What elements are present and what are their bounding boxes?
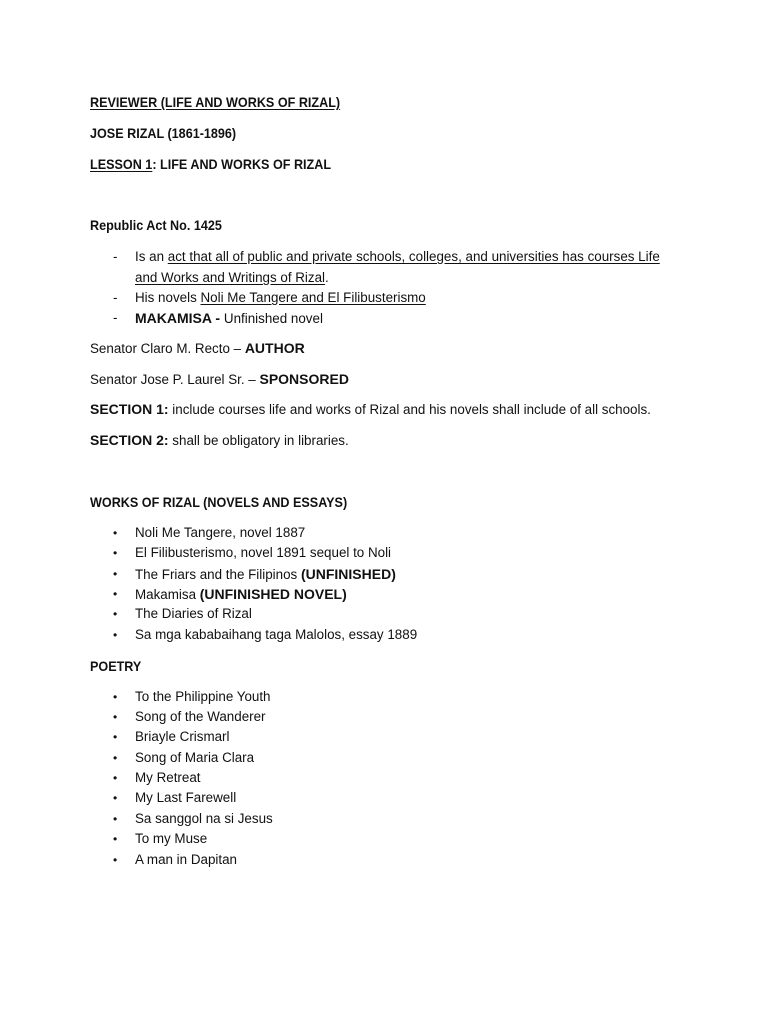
works-item-status: (UNFINISHED) [300, 566, 396, 582]
ra-item-3-bold: MAKAMISA - [135, 310, 224, 326]
works-item-text: Noli Me Tangere, novel 1887 [135, 525, 306, 540]
poetry-heading: POETRY [90, 658, 142, 674]
works-heading: WORKS OF RIZAL (NOVELS AND ESSAYS) [90, 494, 348, 510]
section-1-label: SECTION 1: [90, 401, 169, 417]
works-item [113, 585, 347, 604]
poetry-item [113, 749, 255, 767]
bullet-marker: • [113, 730, 118, 744]
ra-item-2-pre: His novels [135, 290, 201, 305]
poetry-item-text: Song of the Wanderer [135, 709, 266, 724]
bullet-marker: • [113, 710, 118, 724]
recto-name: Senator Claro M. Recto – [90, 341, 245, 356]
recto-role: AUTHOR [244, 340, 305, 356]
dash-marker: - [113, 310, 118, 325]
section-1-text: include courses life and works of Rizal and his novels shall include of all schools. [168, 402, 651, 417]
bullet-marker: • [113, 690, 118, 704]
section-2-label: SECTION 2: [90, 432, 169, 448]
bullet-marker: • [113, 853, 118, 867]
lesson-heading [90, 155, 331, 173]
laurel-name: Senator Jose P. Laurel Sr. – [90, 372, 260, 387]
bullet-marker: • [113, 791, 118, 805]
section-2-text: shall be obligatory in libraries. [168, 433, 349, 448]
poetry-item-text: Song of Maria Clara [135, 750, 255, 765]
poetry-item-text: To my Muse [135, 831, 208, 846]
republic-act-title: Republic Act No. 1425 [90, 217, 222, 233]
bullet-marker: • [113, 771, 118, 785]
poetry-item-text: My Retreat [135, 770, 201, 785]
works-item-text: Sa mga kababaihang taga Malolos, essay 1889 [135, 627, 418, 642]
ra-item-2 [113, 288, 426, 308]
works-item-status: (UNFINISHED NOVEL) [199, 586, 347, 602]
poetry-item-text: A man in Dapitan [135, 852, 237, 867]
ra-item-1-pre: Is an [135, 249, 168, 264]
bullet-marker: • [113, 587, 118, 601]
bullet-marker: • [113, 812, 118, 826]
ra-item-3-text: Unfinished novel [223, 311, 323, 326]
works-item-text: Makamisa [135, 587, 200, 602]
lesson-label: LESSON 1 [90, 156, 153, 172]
laurel-line [90, 370, 349, 389]
dash-marker: - [113, 249, 118, 264]
laurel-role: SPONSORED [259, 371, 349, 387]
works-item [113, 544, 392, 562]
works-item-text: The Friars and the Filipinos [135, 567, 301, 582]
bullet-marker: • [113, 607, 118, 621]
poetry-item [113, 728, 230, 746]
poetry-item-text: Sa sanggol na si Jesus [135, 811, 273, 826]
poetry-item [113, 688, 271, 706]
poetry-item [113, 810, 273, 828]
ra-item-1 [113, 247, 660, 267]
ra-item-3 [113, 308, 323, 329]
bullet-marker: • [113, 526, 118, 540]
works-item [113, 605, 252, 623]
works-item [113, 524, 306, 542]
ra-item-2-novels: Noli Me Tangere and El Filibusterismo [200, 290, 426, 305]
poetry-item-text: My Last Farewell [135, 790, 237, 805]
works-item-text: El Filibusterismo, novel 1891 sequel to Noli [135, 545, 392, 560]
poetry-item-text: To the Philippine Youth [135, 689, 271, 704]
bullet-marker: • [113, 567, 118, 581]
section-2 [90, 431, 349, 450]
bullet-marker: • [113, 546, 118, 560]
section-1 [90, 400, 651, 419]
works-item-text: The Diaries of Rizal [135, 606, 252, 621]
bullet-marker: • [113, 751, 118, 765]
poetry-item [113, 851, 237, 869]
works-item [113, 565, 396, 584]
poetry-item [113, 830, 208, 848]
subject-name: JOSE RIZAL (1861-1896) [90, 125, 237, 141]
lesson-title: : LIFE AND WORKS OF RIZAL [152, 156, 332, 172]
dash-marker: - [113, 290, 118, 305]
poetry-item-text: Briayle Crismarl [135, 729, 230, 744]
poetry-item [113, 769, 201, 787]
ra-item-1-underlined: act that all of public and private schools, colleges, and universities has courses Life [167, 249, 660, 264]
poetry-item [113, 789, 237, 807]
bullet-marker: • [113, 628, 118, 642]
reviewer-title: REVIEWER (LIFE AND WORKS OF RIZAL) [90, 94, 341, 110]
poetry-item [113, 708, 266, 726]
bullet-marker: • [113, 832, 118, 846]
ra-item-1-post: . [325, 270, 329, 285]
recto-line [90, 339, 305, 358]
works-item [113, 626, 418, 644]
ra-item-1-cont [135, 268, 329, 288]
ra-item-1-underlined-cont: and Works and Writings of Rizal [135, 270, 326, 285]
